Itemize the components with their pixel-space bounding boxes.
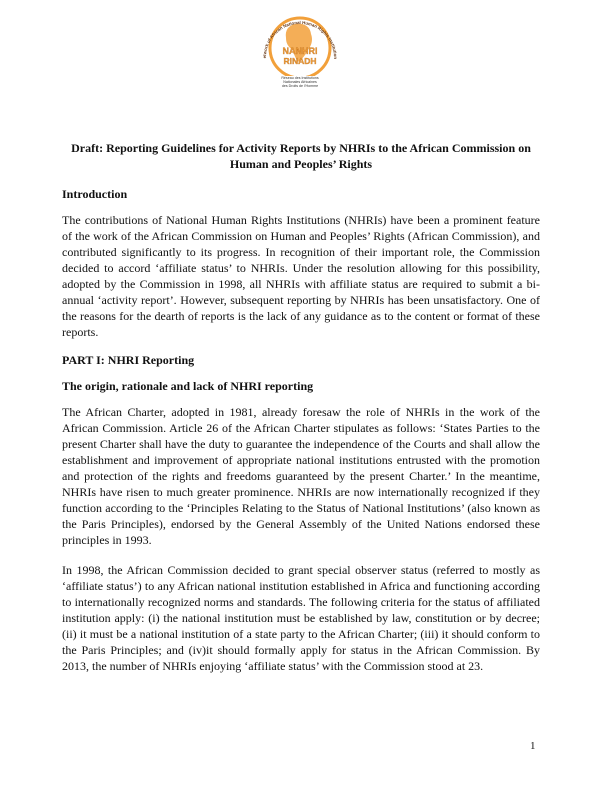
logo-emblem-icon xyxy=(248,6,352,76)
logo-name-bottom: RINADH xyxy=(283,56,317,66)
part1-paragraph: The African Charter, adopted in 1981, already foresaw the role of NHRIs in the work of the African Commission. Article 26 of the African Charter stipulates as follows: ‘States Parties to the present Charter shall have the duty to guarantee the independence of the Courts and shall allow the establishment and improvement of appropriate national institutions entrusted with the promotion and protection of the rights and freedoms guaranteed by the present Charter.’ In the meantime, NHRIs have risen to much greater prominence. NHRIs are now internationally recognized if they function according to the ‘Principles Relating to the Status of National Institutions’ (also known as the Paris Principles), endorsed by the General Assembly of the United Nations endorsed these principles in 1993. xyxy=(62,405,540,547)
introduction-paragraph: The contributions of National Human Rights Institutions (NHRIs) have been a prominent feature of the work of the African Commission on Human and Peoples’ Rights (African Commission), and contributed significantly to its progress. In recognition of their important role, the Commission decided to accord ‘affiliate status’ to NHRIs. Under the resolution allowing for this possibility, adopted by the Commission in 1998, all NHRIs with affiliate status are required to submit a bi-annual ‘activity report’. However, subsequent reporting by NHRIs has been unsatisfactory. One of the reasons for the dearth of reports is the lack of any guidance as to the content or format of these reports. xyxy=(62,213,540,339)
document-title: Draft: Reporting Guidelines for Activity Reports by NHRIs to the African Commission on Human and Peoples’ Rights xyxy=(71,141,531,171)
logo-arc-text: etwork of African National Human Rights Institution xyxy=(261,19,339,60)
part1-paragraph: In 1998, the African Commission decided to grant special observer status (referred to mostly as ‘affiliate status’) to any African national institution established in Africa and functioning according to internationally recognized norms and standards. The following criteria for the status of affiliated institution apply: (i) the national institution must be established by law, constitution or by decree; (ii) it must be a national institution of a state party to the African Charter; (iii) it should conform to the Paris Principles; and (iv)it should formally apply for status in the African Commission. By 2013, the number of NHRIs enjoying ‘affiliate status’ with the Commission stood at 23. xyxy=(62,563,540,673)
logo-subtitle-line: des Droits de l'Homme xyxy=(281,84,319,89)
logo-name-top: NANHRI xyxy=(282,46,318,56)
introduction-heading: Introduction xyxy=(62,187,128,201)
part1-heading: PART I: NHRI Reporting xyxy=(62,353,195,367)
logo-subtitle-line: Réseau des Institutions xyxy=(281,76,319,80)
nanhri-logo xyxy=(248,6,352,102)
logo-subtitle-line: Nationales Africaines xyxy=(283,80,317,85)
part1-subheading: The origin, rationale and lack of NHRI reporting xyxy=(62,379,314,393)
logo-subtitle xyxy=(248,76,352,89)
document-body xyxy=(62,140,540,686)
page-number: 1 xyxy=(530,740,536,752)
